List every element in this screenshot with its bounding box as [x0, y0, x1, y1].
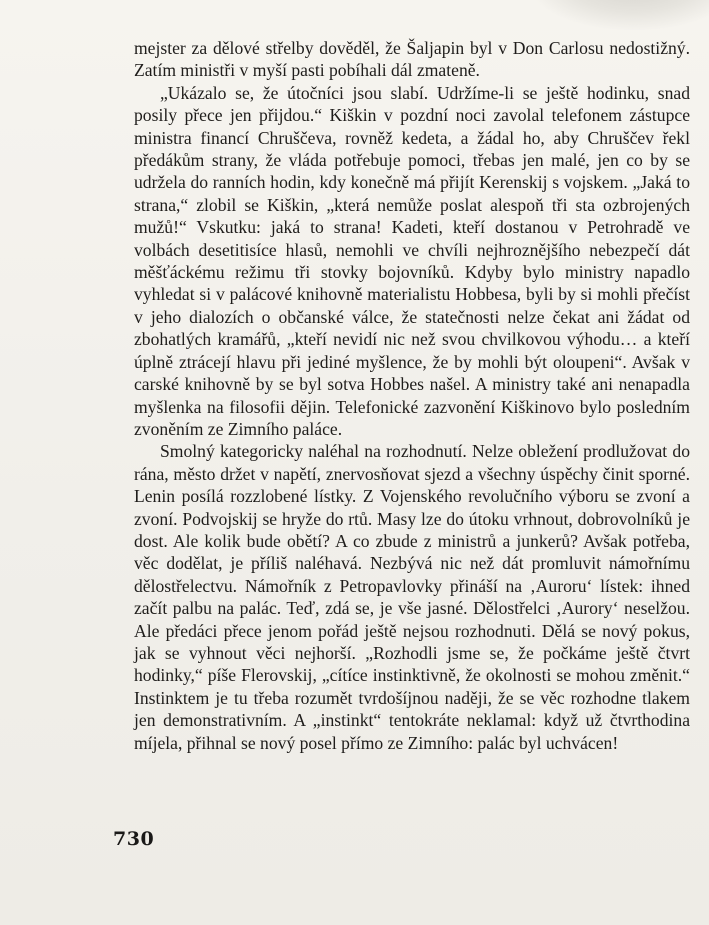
paragraph-2: „Ukázalo se, že útočníci jsou slabí. Udržíme-li se ještě hodinku, snad posily přece jen přijdou.“ Kiškin v pozdní noci zavolal telefonem zástupce ministra financí Chruščeva, rovněž kedeta, a žádal ho, aby Chruščev řekl předákům strany, že vláda potřebuje pomoci, třebas jen malé, jen co by se udržela do ranních hodin, kdy konečně má přijít Kerenskij s vojskem. „Jaká to strana,“ zlobil se Kiškin, „která nemůže poslat alespoň tři sta ozbrojených mužů!“ Vskutku: jaká to strana! Kadeti, kteří dostanou v Petrohradě ve volbách desetitisíce hlasů, nemohli ve chvíli nejhroznějšího nebezpečí dát měšťáckému režimu tři stovky bojovníků. Kdyby bylo ministry napadlo vyhledat si v palácové knihovně materialistu Hobbesa, byli by si mohli přečíst v jeho dialozích o občanské válce, že statečnosti nelze čekat ani žádat od zbohatlých kramářů, „kteří nevidí nic než svou chvilkovou výhodu… a kteří úplně ztrácejí hlavu při jediné myšlence, že by mohli být oloupeni“. Avšak v carské knihovně by se byl sotva Hobbes našel. A ministry také ani nenapadla myšlenka na filosofii dějin. Telefonické zazvonění Kiškinovo bylo posledním zvoněním ze Zimního paláce.: [134, 82, 690, 439]
paragraph-3: Smolný kategoricky naléhal na rozhodnutí. Nelze obležení prodlužovat do rána, město držet v napětí, znervosňovat sjezd a všechny úspěchy činit sporné. Lenin posílá rozzlobené lístky. Z Vojenského revolučního výboru se zvoní a zvoní. Podvojskij se hryže do rtů. Masy lze do útoku vrhnout, dobrovolníků je dost. Ale kolik bude obětí? A co zbude z ministrů a junkerů? Avšak potřeba, věc dodělat, je příliš naléhavá. Nezbývá nic než dát promluvit námořnímu dělostřelectvu. Námořník z Petropavlovky přináší na ‚Auroru‘ lístek: ihned začít palbu na palác. Teď, zdá se, je vše jasné. Dělostřelci ‚Aurory‘ neselžou. Ale předáci přece jenom pořád ještě nejsou rozhodnuti. Dělá se nový pokus, jak se vyhnout věci nejhorší. „Rozhodli jsme se, že počkáme ještě čtvrt hodinky,“ píše Flerovskij, „cítíce instinktivně, že okolnosti se mohou změnit.“ Instinktem je tu třeba rozumět tvrdošíjnou naději, že se věc rozhodne tlakem jen demonstrativním. A „instinkt“ tentokráte neklamal: když už čtvrthodina míjela, přihnal se nový posel přímo ze Zimního: palác byl uchvácen!: [134, 441, 690, 753]
paragraph-1: mejster za dělové střelby dověděl, že Šaljapin byl v Don Carlosu nedostižný. Zatím ministři v myší pasti pobíhali dál zmateně.: [134, 38, 690, 81]
body-text: [134, 37, 690, 754]
page-corner-shadow: [529, 0, 709, 30]
page-number: 730: [113, 828, 155, 850]
